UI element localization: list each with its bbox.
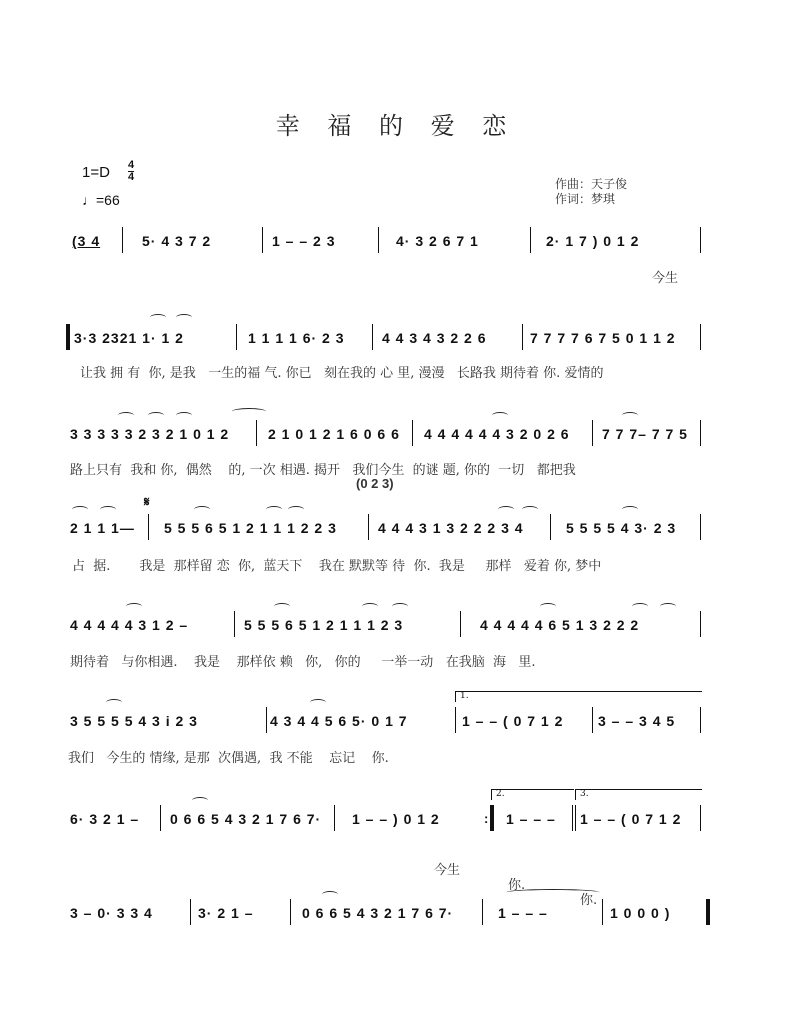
slur <box>632 603 648 610</box>
barline <box>190 899 191 925</box>
measure: 1 – – ( 0 7 1 2 <box>580 811 682 827</box>
barline <box>290 899 291 925</box>
lyrics-line-6: 我们 今生的 情缘, 是那 次偶遇, 我 不能 忘记 你. <box>68 751 389 766</box>
barline <box>412 420 413 446</box>
system-6 <box>66 713 706 737</box>
final-barline <box>706 899 710 925</box>
barline <box>700 805 701 831</box>
slur <box>362 603 378 610</box>
slur <box>150 314 166 321</box>
measure: 1 – – ) 0 1 2 <box>352 811 440 827</box>
barline <box>550 514 551 540</box>
lyrics-line-1: 今生 <box>652 271 679 286</box>
key-signature: 1=D <box>82 164 110 181</box>
slur <box>176 314 192 321</box>
measure: 1 – – – <box>498 905 548 921</box>
barline <box>234 611 235 637</box>
lyric: 你. <box>580 893 598 908</box>
measure: (3 4 <box>72 233 101 249</box>
measure: 3 3 3 3 3 2 3 2 1 0 1 2 <box>70 426 230 442</box>
measure: 3·3 2321 1· 1 2 <box>74 330 184 346</box>
slur <box>192 797 208 804</box>
slur <box>492 412 508 419</box>
system-7 <box>66 811 706 835</box>
barline <box>530 227 531 253</box>
composer: 作曲：天子俊 <box>555 177 628 191</box>
barline <box>460 611 461 637</box>
repeat-end-dots: : <box>484 811 489 826</box>
measure: 0 6 6 5 4 3 2 1 7 6 7· <box>302 905 454 921</box>
slur <box>522 506 538 513</box>
measure: 4 4 3 4 3 2 2 6 <box>382 330 487 346</box>
volta-3: 3. <box>575 789 702 800</box>
measure: 4 4 4 4 4 3 1 2 – <box>70 617 189 633</box>
lyrics-line-7 <box>66 844 706 908</box>
measure: 4 3 4 4 5 6 5· 0 1 7 <box>270 713 408 729</box>
system-2 <box>66 330 706 354</box>
system-4 <box>66 494 706 544</box>
slur <box>126 603 142 610</box>
measure: 7 7 7– 7 7 5 <box>602 426 688 442</box>
lyrics-line-2: 让我 拥 有 你, 是我 一生的福 气. 你已 刻在我的 心 里, 漫漫 长路我 期待着 你. 爱情的 <box>80 366 604 381</box>
slur <box>72 506 88 513</box>
barline <box>522 324 523 350</box>
credits <box>555 177 627 207</box>
lyric: 你. <box>508 878 526 893</box>
slur <box>194 506 210 513</box>
measure: 2 1 0 1 2 1 6 0 6 6 <box>268 426 400 442</box>
lyric: 今生 <box>434 863 461 878</box>
barline <box>602 899 603 925</box>
measure: 2· 1 7 ) 0 1 2 <box>546 233 640 249</box>
barline <box>122 227 123 253</box>
slur <box>310 699 326 706</box>
barline <box>700 707 701 733</box>
barline <box>378 227 379 253</box>
measure: 1 – – 2 3 <box>272 233 336 249</box>
barline <box>482 899 483 925</box>
measure: 3 – – 3 4 5 <box>598 713 676 729</box>
measure: 2 1 1 1— <box>70 520 135 536</box>
system-1 <box>66 233 706 257</box>
barline <box>148 514 149 540</box>
slur <box>148 412 164 419</box>
slur <box>498 506 514 513</box>
slur <box>288 506 304 513</box>
barline <box>592 707 593 733</box>
slur <box>266 506 282 513</box>
lyricist: 作词：梦琪 <box>555 192 616 206</box>
system-8 <box>66 905 706 929</box>
alternate-notes: (0 2 3) <box>356 476 394 491</box>
slur <box>660 603 676 610</box>
measure: 1 1 1 1 6· 2 3 <box>248 330 345 346</box>
measure: 5 5 5 6 5 1 2 1 1 1 2 3 <box>244 617 404 633</box>
slur <box>622 412 638 419</box>
barline <box>256 420 257 446</box>
measure: 4 4 4 4 4 4 3 2 0 2 6 <box>424 426 570 442</box>
barline <box>334 805 335 831</box>
barline <box>262 227 263 253</box>
barline <box>700 227 701 253</box>
measure: 1 0 0 0 ) <box>610 905 671 921</box>
system-5 <box>66 617 706 641</box>
slur <box>392 603 408 610</box>
lyrics-line-3: 路上只有 我和 你, 偶然 的, 一次 相遇. 揭开 我们今生 的谜 题, 你的 一切 都把我 <box>70 463 576 478</box>
volta-1: 1. <box>455 691 702 702</box>
barline <box>700 324 701 350</box>
measure: 1 – – – <box>506 811 556 827</box>
measure: 3 – 0· 3 3 4 <box>70 905 153 921</box>
measure: 4 4 4 4 4 6 5 1 3 2 2 2 <box>480 617 640 633</box>
barline <box>372 324 373 350</box>
slur <box>106 699 122 706</box>
repeat-start <box>66 324 70 350</box>
lyrics-line-5: 期待着 与你相遇. 我是 那样依 赖 你, 你的 一举一动 在我脑 海 里. <box>70 655 536 670</box>
barline <box>236 324 237 350</box>
measure: 3· 2 1 – <box>198 905 254 921</box>
measure: 6· 3 2 1 – <box>70 811 140 827</box>
double-barline <box>572 805 576 831</box>
barline <box>455 707 456 733</box>
measure: 4 4 4 3 1 3 2 2 2 3 4 <box>378 520 524 536</box>
system-3 <box>66 426 706 450</box>
barline <box>700 514 701 540</box>
barline <box>160 805 161 831</box>
barline <box>592 420 593 446</box>
slur <box>274 603 290 610</box>
measure: 7 7 7 7 6 7 5 0 1 1 2 <box>530 330 676 346</box>
slur <box>622 506 638 513</box>
slur <box>540 603 556 610</box>
slur <box>232 408 266 415</box>
measure: 1 – – ( 0 7 1 2 <box>462 713 564 729</box>
barline <box>700 420 701 446</box>
measure: 4· 3 2 6 7 1 <box>396 233 479 249</box>
measure: 5 5 5 5 4 3· 2 3 <box>566 520 677 536</box>
tie <box>506 889 600 896</box>
measure: 5· 4 3 7 2 <box>142 233 212 249</box>
lyrics-line-4: 占 据. 我是 那样留 恋 你, 蓝天下 我在 默默等 待 你. 我是 那样 爱着 你, 梦中 <box>72 559 602 574</box>
segno-sign: 𝄋 <box>144 494 150 509</box>
repeat-end <box>490 805 494 831</box>
tempo-marking: ♩=66 <box>82 192 120 208</box>
barline <box>368 514 369 540</box>
measure: 0 6 6 5 4 3 2 1 7 6 7· <box>170 811 322 827</box>
slur <box>100 506 116 513</box>
measure: 3 5 5 5 5 4 3 i 2 3 <box>70 713 198 729</box>
slur <box>322 891 338 898</box>
slur <box>176 412 192 419</box>
barline <box>700 611 701 637</box>
measure: 5 5 5 6 5 1 2 1 1 1 2 2 3 <box>164 520 337 536</box>
slur <box>118 412 134 419</box>
time-signature: 4 4 <box>128 159 135 183</box>
volta-2: 2. <box>491 789 574 800</box>
barline <box>266 707 267 733</box>
song-title: 幸 福 的 爱 恋 <box>275 112 517 140</box>
